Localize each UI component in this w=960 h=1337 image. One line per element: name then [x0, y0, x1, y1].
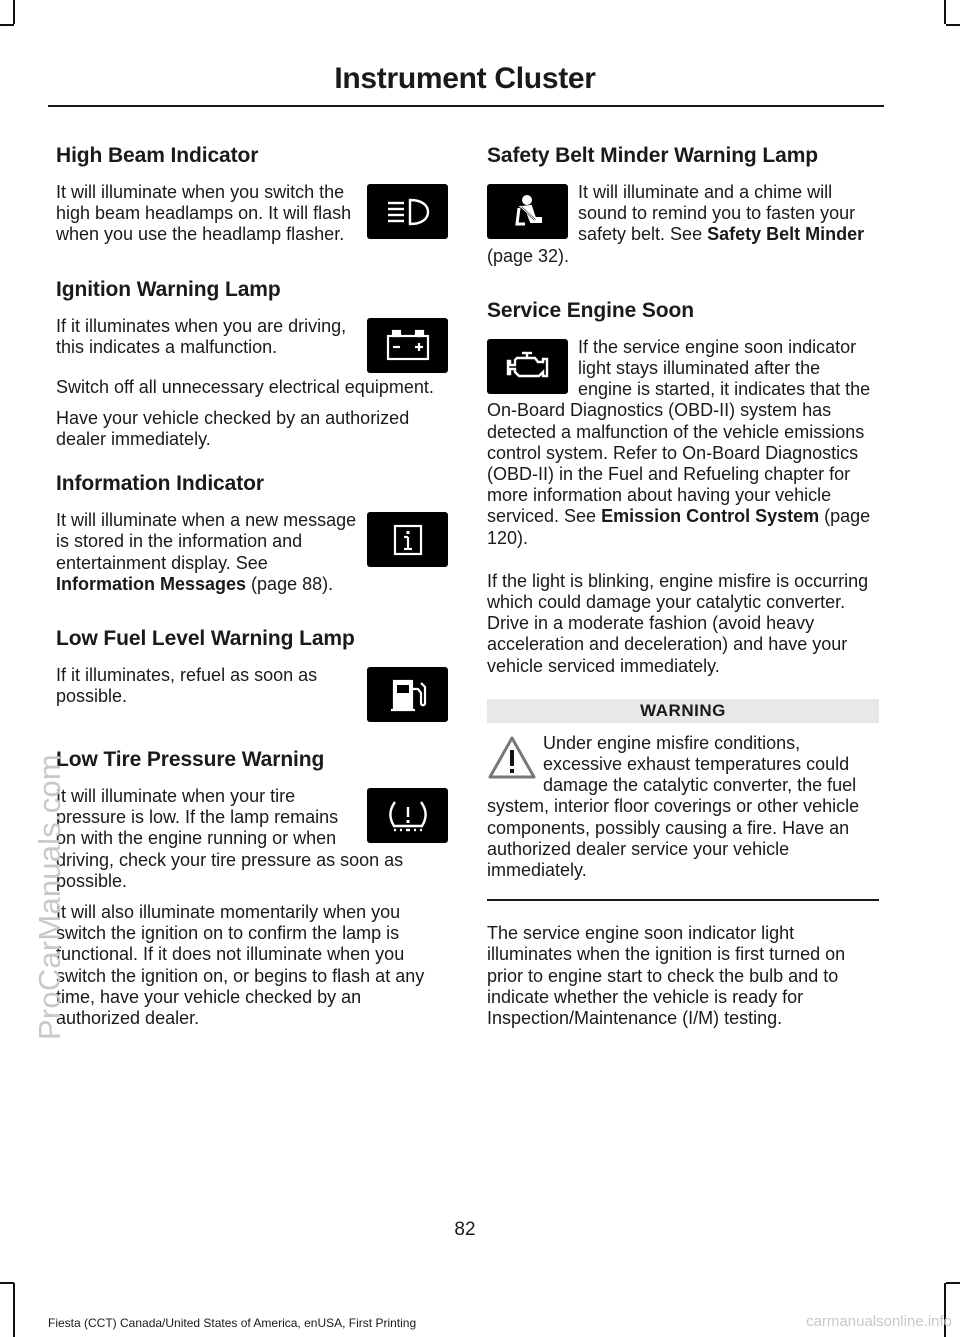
section-title: Ignition Warning Lamp	[56, 277, 281, 301]
crop-mark	[944, 0, 946, 24]
crop-mark	[13, 0, 15, 24]
crop-mark	[0, 1282, 14, 1284]
information-messages-link[interactable]: Information Messages	[56, 573, 247, 594]
crop-mark	[0, 24, 14, 26]
section-title: High Beam Indicator	[56, 144, 259, 167]
page-header-title: Instrument Cluster	[334, 62, 596, 95]
tire-pressure-icon	[367, 788, 448, 843]
section-information	[56, 472, 448, 605]
warning-rule	[487, 899, 879, 901]
high-beam-icon	[367, 184, 448, 239]
warning-triangle-icon	[487, 735, 537, 781]
safety-belt-minder-link[interactable]: Safety Belt Minder	[707, 224, 865, 245]
left-column	[56, 144, 448, 1051]
section-text: It will illuminate when you switch the high beam headlamps on. It will flash when you use the headlamp flasher.	[56, 182, 352, 245]
emission-control-system-link[interactable]: Emission Control System	[601, 506, 820, 527]
section-title: Safety Belt Minder Warning Lamp	[487, 144, 818, 167]
section-text: It will illuminate and a chime will sound to remind you to fasten your safety belt. See Safety Belt Minder (page 32).	[487, 182, 865, 266]
information-icon	[367, 512, 448, 567]
section-title: Information Indicator	[56, 472, 264, 496]
side-watermark: ProCarManuals.com	[32, 754, 67, 1040]
warning-text: Under engine misfire conditions, excessive exhaust temperatures could damage the catalytic converter, the fuel system, interior floor coverings or other vehicle components, possibly causing a fire. Have an authorized dealer service your vehicle immediately.	[487, 732, 860, 881]
corner-watermark: carmanualsonline.info	[806, 1313, 952, 1330]
right-column	[487, 144, 879, 1039]
seatbelt-icon	[487, 184, 568, 239]
section-text: If it illuminates, refuel as soon as possible.	[56, 665, 318, 707]
section-title: Low Tire Pressure Warning	[56, 748, 325, 772]
section-ignition	[56, 278, 448, 451]
battery-icon	[367, 318, 448, 373]
footer-edition: Fiesta (CCT) Canada/United States of America, enUSA, First Printing	[48, 1316, 417, 1330]
section-text: If it illuminates when you are driving, this indicates a malfunction.	[56, 315, 347, 357]
fuel-pump-icon	[367, 667, 448, 722]
section-text-2: It will also illuminate momentarily when you switch the ignition on to confirm the lamp is functional. If it does not illuminate when you switch the ignition on, or begins to flash at any time, have your vehicle checked by an authorized dealer.	[56, 902, 425, 1029]
section-title: Service Engine Soon	[487, 298, 694, 322]
check-engine-icon	[487, 339, 568, 394]
page-number: 82	[454, 1219, 476, 1240]
crop-mark	[946, 1282, 960, 1284]
section-text: If the service engine soon indicator light stays illuminated after the engine is started, it indicates that the On-Board Diagnostics (OBD-II) system has detected a malfunction of the vehicle emissions control system. Refer to On-Board Diagnostics (OBD-II) in the Fuel and Refueling chapter for more information about having your vehicle serviced. See Emission Control System (page 120).	[487, 336, 871, 548]
crop-mark	[13, 1283, 15, 1337]
section-text-2: Switch off all unnecessary electrical equipment.	[56, 376, 434, 397]
header-rule	[48, 105, 884, 107]
section-text: It will illuminate when a new message is stored in the information and entertainment display. See Information Messages (page 88).	[56, 510, 357, 594]
section-text-2: If the light is blinking, engine misfire is occurring which could damage your catalytic converter. Drive in a moderate fashion (avoid heavy acceleration and deceleration) and have your vehicle serviced immediately.	[487, 570, 869, 676]
section-text: It will illuminate when your tire pressure is low. If the lamp remains on with the engine running or when driving, check your tire pressure as soon as possible.	[56, 786, 404, 891]
section-safety-belt	[487, 144, 879, 277]
section-title: Low Fuel Level Warning Lamp	[56, 627, 355, 651]
section-tire-pressure	[56, 748, 448, 1029]
section-text-3: Have your vehicle checked by an authorized dealer immediately.	[56, 407, 410, 450]
section-high-beam	[56, 144, 448, 256]
final-paragraph: The service engine soon indicator light illuminates when the ignition is first turned on prior to engine start to check the bulb and to indicate whether the vehicle is ready for Inspection/Maintenance (I/M) testing.	[487, 923, 846, 1029]
warning-box	[487, 699, 879, 901]
section-service-engine	[487, 299, 879, 677]
section-low-fuel	[56, 627, 448, 726]
warning-label: WARNING	[487, 699, 879, 723]
crop-mark	[946, 24, 960, 26]
